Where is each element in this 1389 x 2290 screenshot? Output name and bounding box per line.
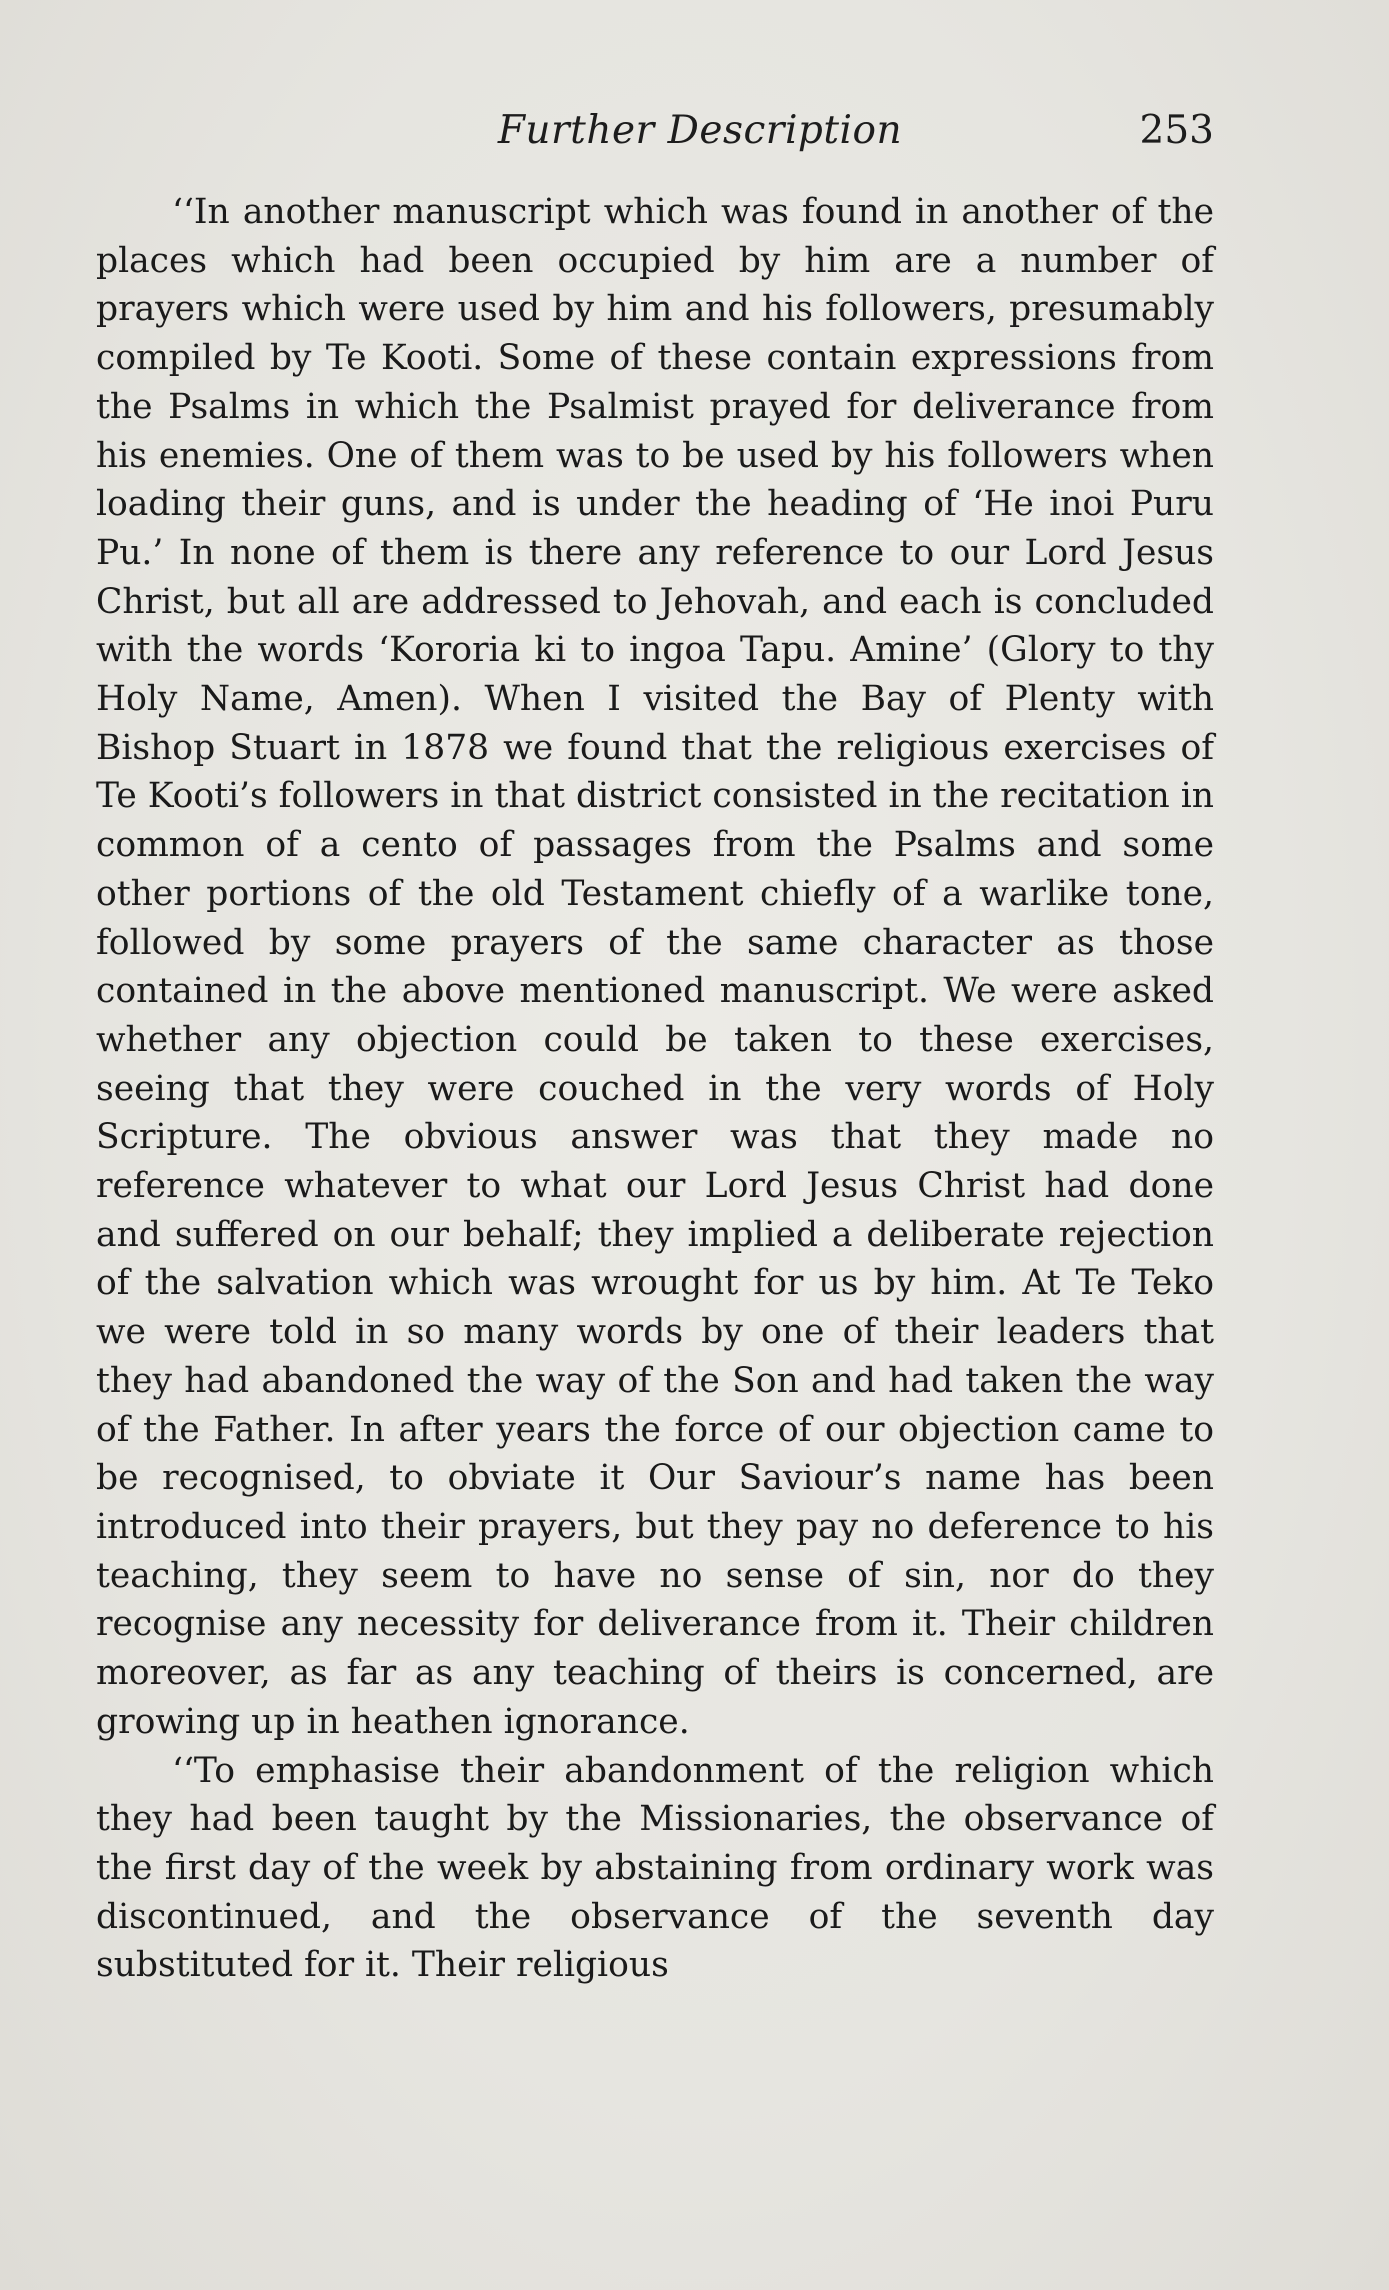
- paragraph: ‘‘To emphasise their abandonment of the religion which they had been taught by the Missionaries, the observance of the first day of the week by abstaining from ordinary work was discontinued, and the observance of the seventh day substituted for it. Their religious: [96, 1750, 1214, 1986]
- running-title: Further Description: [497, 108, 903, 153]
- page-header: [106, 108, 1214, 158]
- paragraph: ‘‘In another manuscript which was found in another of the places which had been occupied by him are a number of prayers which were used by him and his followers, presumably compiled by Te Kooti. Some of these contain expressions from the Psalms in which the Psalmist prayed for deliverance from his enemies. One of them was to be used by his followers when loading their guns, and is under the heading of ‘He inoi Puru Pu.’ In none of them is there any reference to our Lord Jesus Christ, but all are addressed to Jehovah, and each is concluded with the words ‘Kororia ki to ingoa Tapu. Amine’ (Glory to thy Holy Name, Amen). When I visited the Bay of Plenty with Bishop Stuart in 1878 we found that the religious exercises of Te Kooti’s followers in that district consisted in the recitation in common of a cento of passages from the Psalms and some other portions of the old Testament chiefly of a warlike tone, followed by some prayers of the same character as those contained in the above mentioned manuscript. We were asked whether any objection could be taken to these exercises, seeing that they were couched in the very words of Holy Scripture. The obvious answer was that they made no reference whatever to what our Lord Jesus Christ had done and suffered on our behalf; they implied a deliberate rejection of the salvation which was wrought for us by him. At Te Teko we were told in so many words by one of their leaders that they had abandoned the way of the Son and had taken the way of the Father. In after years the force of our objection came to be recognised, to obviate it Our Saviour’s name has been introduced into their prayers, but they pay no deference to his teaching, they seem to have no sense of sin, nor do they recognise any necessity for deliverance from it. Their children moreover, as far as any teaching of theirs is concerned, are growing up in heathen ignorance.: [96, 192, 1214, 1742]
- body-text: [96, 188, 1214, 1990]
- page-number: 253: [1139, 108, 1214, 153]
